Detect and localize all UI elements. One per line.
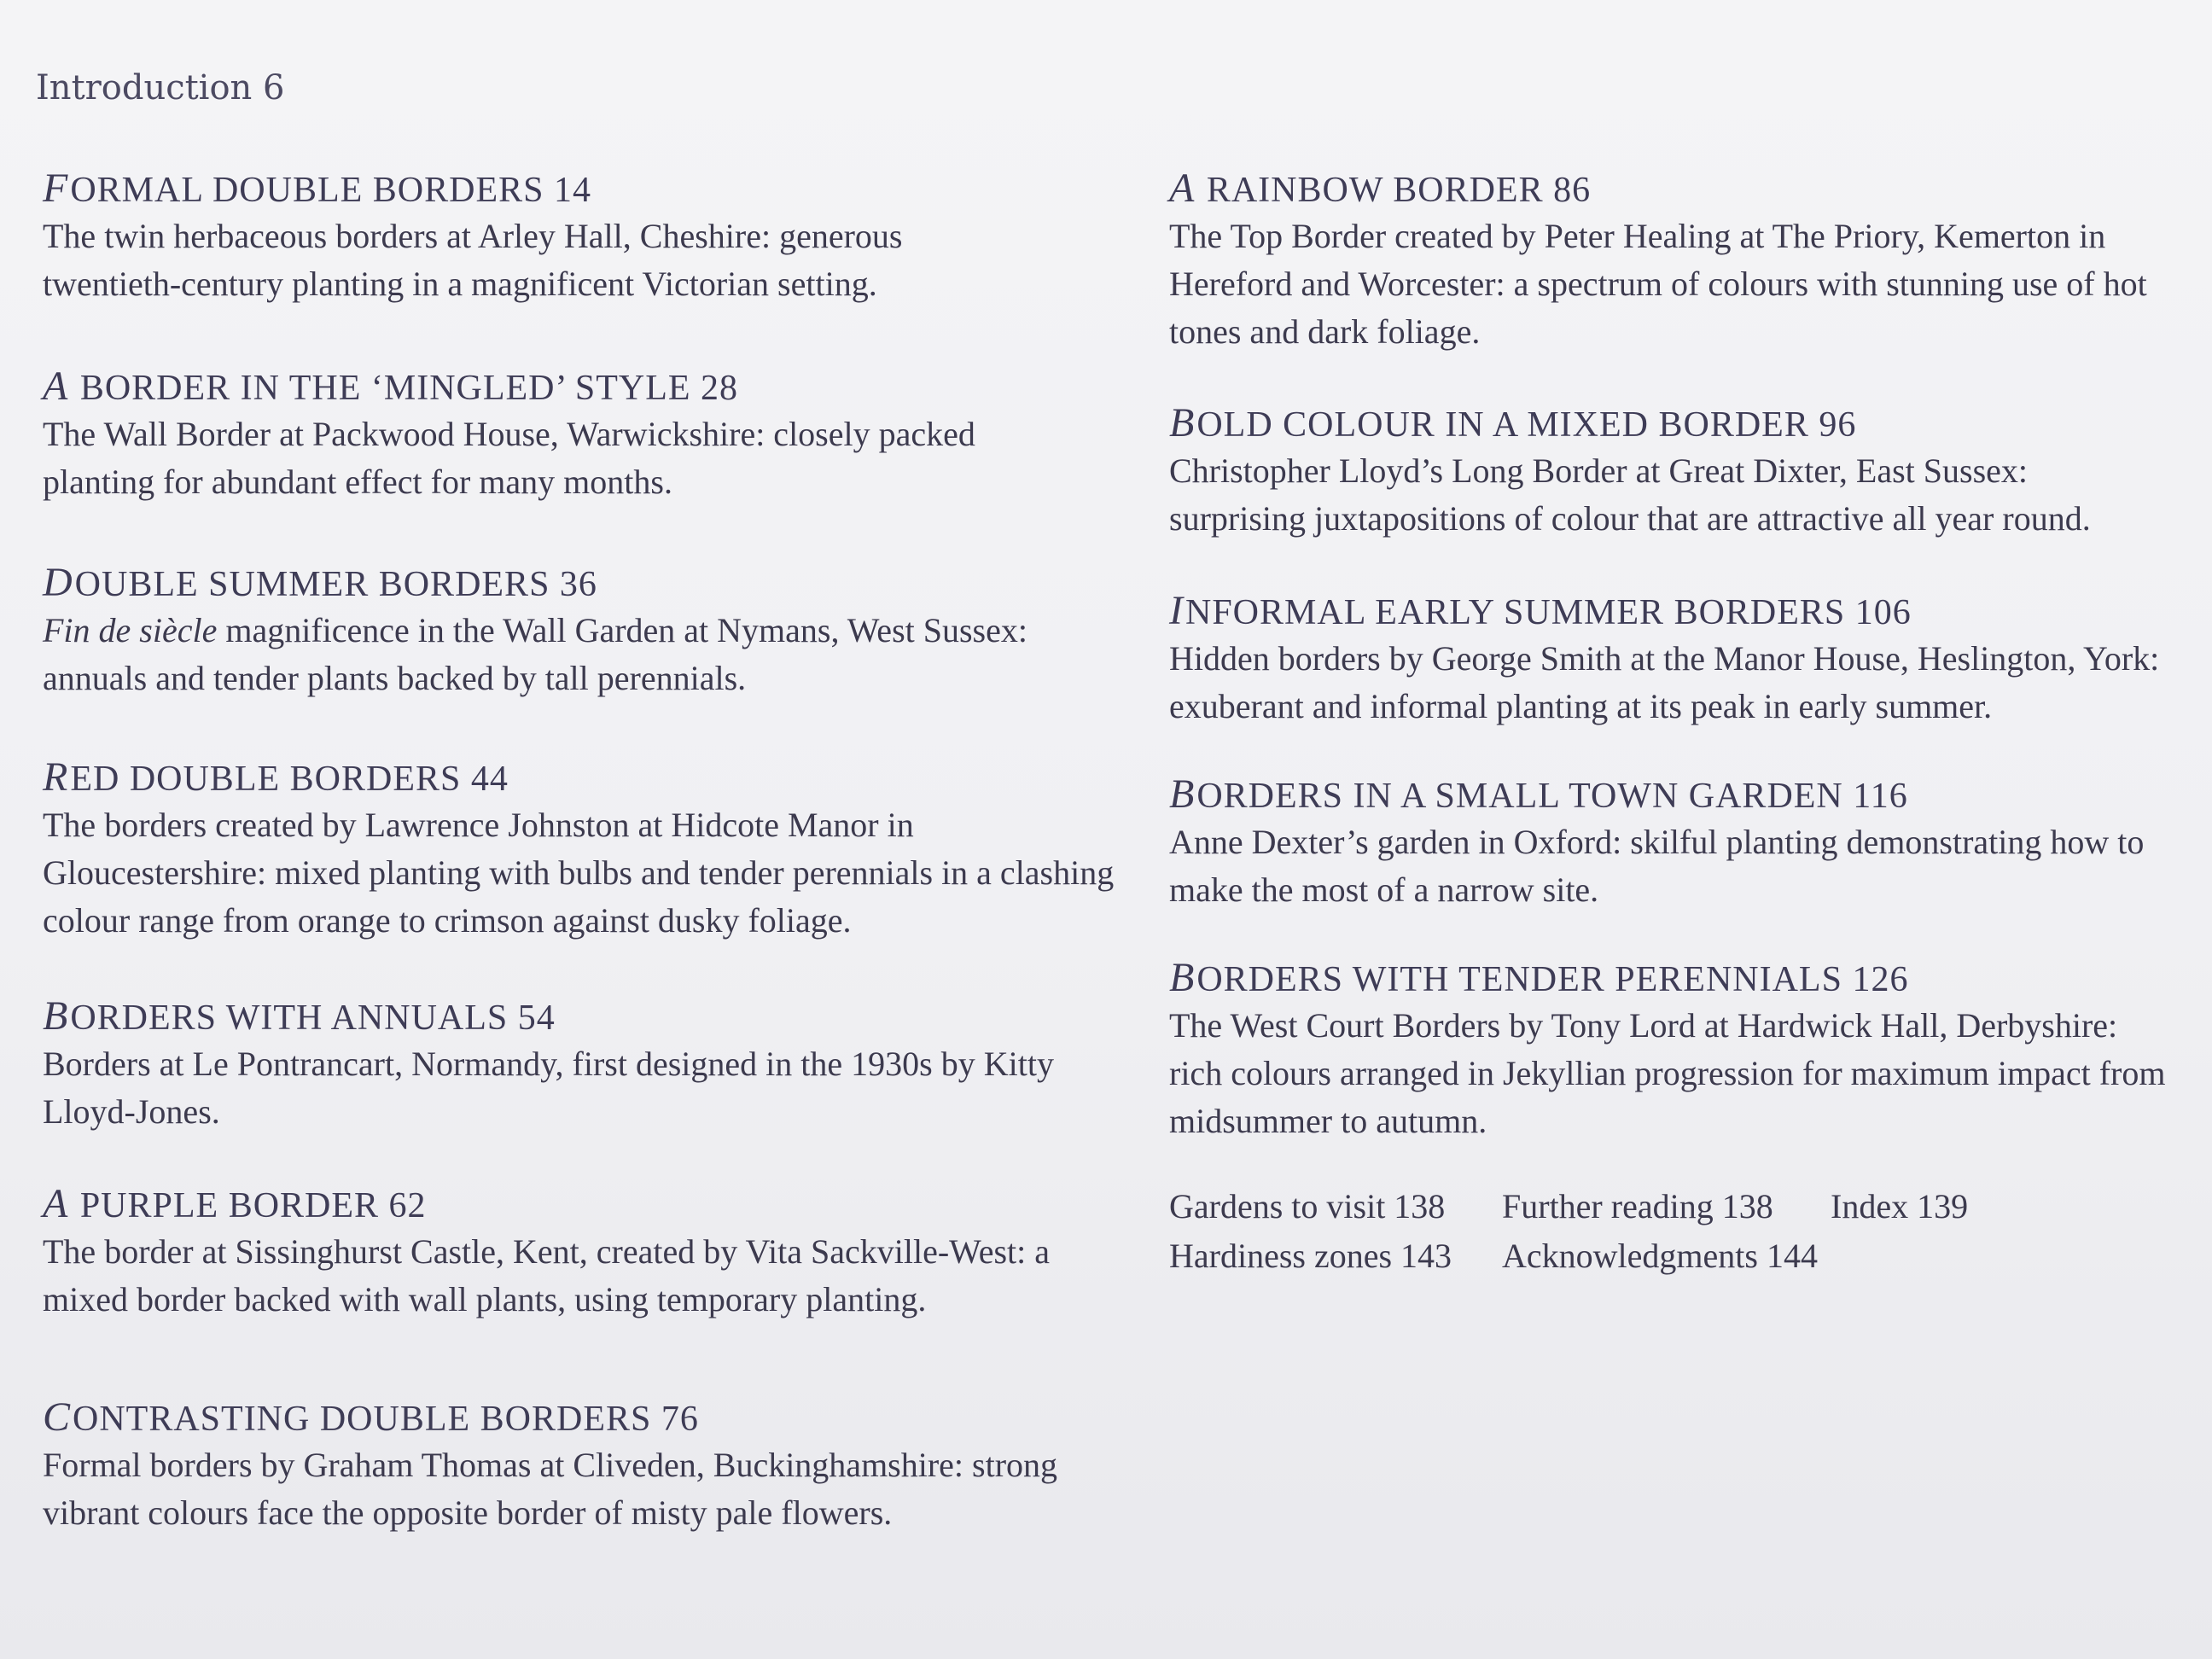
decorative-initial: A — [1169, 166, 1196, 211]
decorative-initial: B — [1169, 771, 1196, 817]
decorative-initial: B — [1169, 400, 1196, 445]
decorative-initial: A — [43, 1181, 69, 1226]
decorative-initial: A — [43, 364, 69, 409]
further-reading: Further reading 138 — [1502, 1187, 1773, 1225]
entry-heading — [43, 1182, 1152, 1228]
toc-entry — [43, 561, 1152, 702]
description-text: magnificence in the Wall Garden at Nymans, West Sussex: annuals and tender plants backed by tall perennials. — [43, 611, 1027, 697]
heading-text: ORDERS WITH TENDER PERENNIALS 126 — [1196, 960, 1909, 999]
entry-heading — [1169, 772, 2176, 818]
entry-heading — [1169, 589, 2176, 635]
entry-description: Anne Dexter’s garden in Oxford: skilful planting demonstrating how to make the most of a narrow site. — [1169, 823, 2145, 909]
entry-description: The Top Border created by Peter Healing at The Priory, Kemerton in Hereford and Worcester: a spectrum of colours with stunning use of hot tones and dark foliage. — [1169, 217, 2147, 351]
entry-description — [43, 607, 1135, 702]
heading-text: NFORMAL EARLY SUMMER BORDERS 106 — [1185, 593, 1912, 632]
heading-text: OLD COLOUR IN A MIXED BORDER 96 — [1196, 405, 1857, 445]
entry-heading — [43, 166, 1152, 212]
decorative-initial: R — [43, 754, 69, 800]
back-matter-row — [1169, 1182, 1968, 1231]
entry-description: The borders created by Lawrence Johnston at Hidcote Manor in Gloucestershire: mixed planting with bulbs and tender perennials in a clashing colour range from orange to crimson against dusky foliage. — [43, 806, 1115, 940]
heading-text: BORDER IN THE ‘MINGLED’ STYLE 28 — [70, 369, 739, 408]
entry-heading — [1169, 956, 2176, 1002]
entry-description: The border at Sissinghurst Castle, Kent, created by Vita Sackville-West: a mixed border backed with wall plants, using temporary planting. — [43, 1232, 1050, 1318]
toc-entry — [43, 364, 1152, 506]
introduction-entry: Introduction 6 — [36, 68, 285, 108]
entry-description: The Wall Border at Packwood House, Warwickshire: closely packed planting for abundant effect for many months. — [43, 415, 975, 501]
heading-text: ORDERS WITH ANNUALS 54 — [70, 998, 556, 1038]
toc-entry — [1169, 589, 2176, 731]
entry-heading — [1169, 166, 2176, 212]
hardiness-zones: Hardiness zones 143 — [1169, 1237, 1452, 1275]
entry-heading — [43, 561, 1152, 607]
entry-heading — [43, 994, 1152, 1040]
entry-description: The West Court Borders by Tony Lord at Hardwick Hall, Derbyshire: rich colours arranged in Jekyllian progression for maximum impact from midsummer to autumn. — [1169, 1006, 2166, 1140]
toc-entry — [1169, 772, 2176, 914]
toc-entry — [43, 994, 1152, 1136]
entry-heading — [43, 755, 1152, 801]
entry-heading — [43, 364, 1152, 410]
toc-entry — [1169, 401, 2176, 543]
heading-text: RAINBOW BORDER 86 — [1196, 171, 1592, 210]
toc-entry — [1169, 166, 2176, 356]
entry-description: Borders at Le Pontrancart, Normandy, first designed in the 1930s by Kitty Lloyd-Jones. — [43, 1045, 1054, 1131]
back-matter-list — [1169, 1182, 1968, 1281]
heading-text: ORDERS IN A SMALL TOWN GARDEN 116 — [1196, 777, 1908, 816]
acknowledgments: Acknowledgments 144 — [1502, 1237, 1818, 1275]
entry-description: Christopher Lloyd’s Long Border at Great Dixter, East Sussex: surprising juxtapositions of colour that are attractive all year round. — [1169, 451, 2091, 538]
heading-text: PURPLE BORDER 62 — [70, 1186, 427, 1225]
index-entry: Index 139 — [1831, 1187, 1969, 1225]
toc-entry — [43, 755, 1152, 945]
toc-entry — [43, 166, 1152, 308]
decorative-initial: B — [1169, 955, 1196, 1000]
toc-entry — [43, 1395, 1152, 1537]
decorative-initial: B — [43, 993, 69, 1039]
heading-text: ORMAL DOUBLE BORDERS 14 — [70, 171, 591, 210]
decorative-initial: C — [43, 1394, 72, 1440]
decorative-initial: I — [1169, 588, 1184, 633]
entry-description: Hidden borders by George Smith at the Manor House, Heslington, York: exuberant and informal planting at its peak in early summer. — [1169, 639, 2160, 725]
toc-entry — [1169, 956, 2176, 1145]
entry-description: Formal borders by Graham Thomas at Cliveden, Buckinghamshire: strong vibrant colours face the opposite border of misty pale flowers. — [43, 1446, 1058, 1532]
gardens-to-visit: Gardens to visit 138 — [1169, 1187, 1446, 1225]
heading-text: ED DOUBLE BORDERS 44 — [70, 760, 509, 799]
back-matter-row — [1169, 1231, 1968, 1281]
toc-entry — [43, 1182, 1152, 1324]
italic-phrase: Fin de siècle — [43, 611, 218, 649]
decorative-initial: F — [43, 166, 69, 211]
heading-text: ONTRASTING DOUBLE BORDERS 76 — [73, 1400, 699, 1439]
entry-description: The twin herbaceous borders at Arley Hall, Cheshire: generous twentieth-century planting in a magnificent Victorian setting. — [43, 217, 903, 303]
decorative-initial: D — [43, 560, 73, 605]
heading-text: OUBLE SUMMER BORDERS 36 — [74, 565, 597, 604]
entry-heading — [43, 1395, 1152, 1441]
entry-heading — [1169, 401, 2176, 447]
